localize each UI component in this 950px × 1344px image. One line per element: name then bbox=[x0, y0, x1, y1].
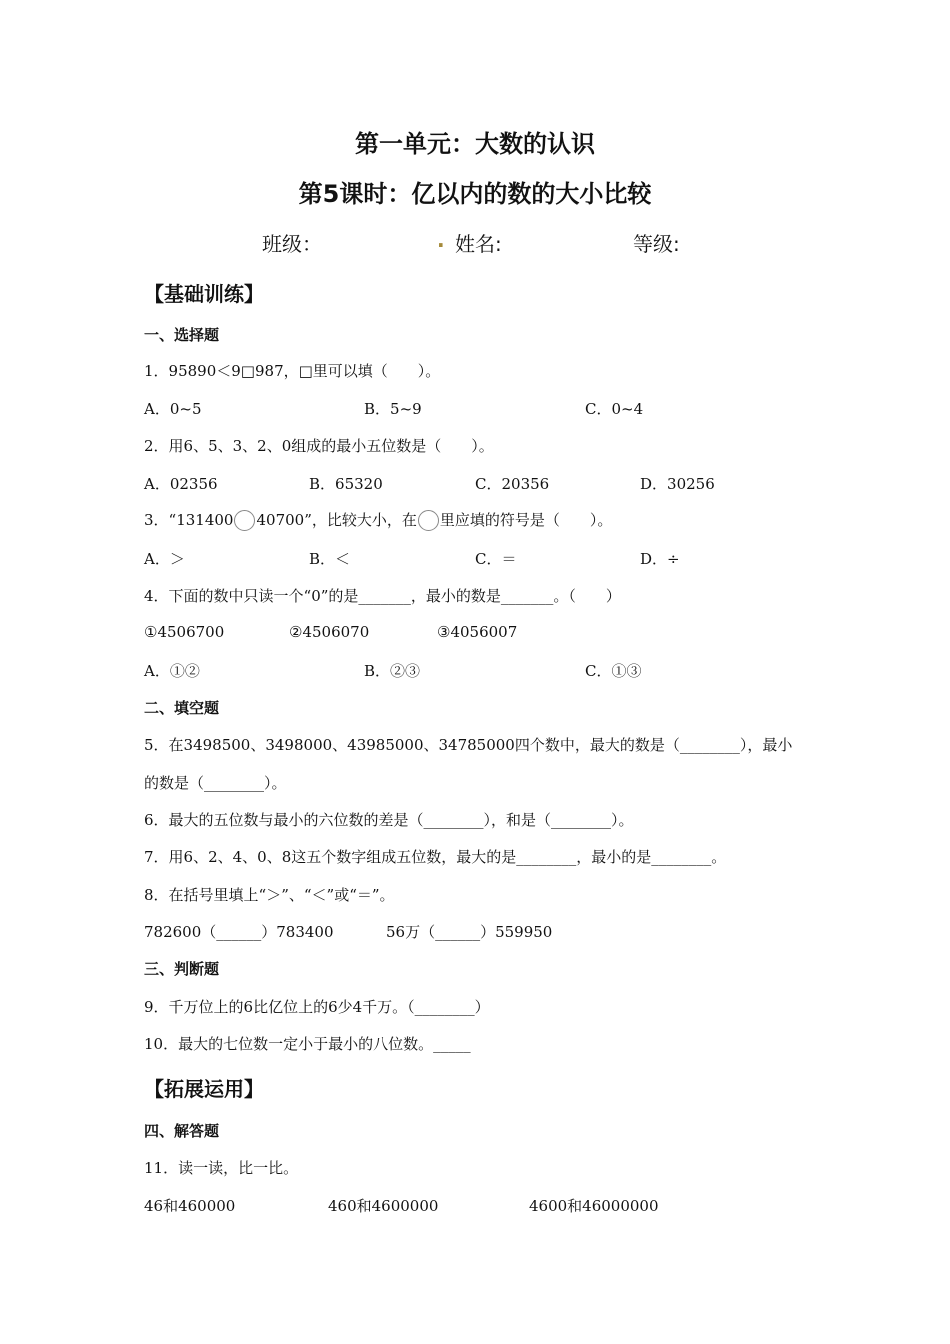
question-3 bbox=[144, 509, 612, 532]
q1-option-a: A．0~5 bbox=[144, 400, 202, 418]
q4-number-3: ③4056007 bbox=[437, 623, 518, 641]
q11-pair-1: 46和460000 bbox=[144, 1197, 236, 1215]
q4-option-a: A．①② bbox=[144, 662, 200, 680]
question-6: 6．最大的五位数与最小的六位数的差是（________），和是（________）。 bbox=[144, 811, 634, 829]
question-9: 9．千万位上的6比亿位上的6少4千万。（________） bbox=[144, 998, 490, 1016]
blank-circle-icon bbox=[234, 510, 255, 531]
question-5-line2: 的数是（________）。 bbox=[144, 774, 287, 792]
name-label: 姓名: bbox=[455, 232, 502, 256]
q11-pair-2: 460和4600000 bbox=[328, 1197, 439, 1215]
question-4: 4．下面的数中只读一个“0”的是_______，最小的数是_______。（ ） bbox=[144, 587, 621, 605]
q3-text-2: 40700”，比较大小，在 bbox=[256, 511, 417, 529]
question-8: 8．在括号里填上“＞”、“＜”或“＝”。 bbox=[144, 886, 395, 904]
lesson-title: 第5课时：亿以内的数的大小比较 bbox=[298, 180, 652, 208]
q4-number-2: ②4506070 bbox=[289, 623, 370, 641]
q3-option-d: D．÷ bbox=[640, 550, 680, 568]
q4-option-b: B．②③ bbox=[364, 662, 421, 680]
q3-text-1: 3．“131400 bbox=[144, 511, 234, 529]
part-fill-blank: 二、填空题 bbox=[144, 699, 220, 717]
unit-title: 第一单元：大数的认识 bbox=[355, 130, 595, 158]
q4-number-1: ①4506700 bbox=[144, 623, 225, 641]
question-2: 2．用6、5、3、2、0组成的最小五位数是（ ）。 bbox=[144, 437, 494, 455]
q3-option-c: C．＝ bbox=[475, 550, 517, 568]
q3-option-a: A．＞ bbox=[144, 550, 185, 568]
q2-option-c: C．20356 bbox=[475, 475, 550, 493]
q1-option-c: C．0~4 bbox=[585, 400, 644, 418]
q1-option-b: B．5~9 bbox=[364, 400, 422, 418]
question-11: 11．读一读，比一比。 bbox=[144, 1159, 299, 1177]
q3-text-3: 里应填的符号是（ ）。 bbox=[439, 511, 613, 529]
part-answer: 四、解答题 bbox=[144, 1122, 220, 1140]
q2-option-b: B．65320 bbox=[309, 475, 383, 493]
q2-option-d: D．30256 bbox=[640, 475, 715, 493]
q3-option-b: B．＜ bbox=[309, 550, 351, 568]
part-choice: 一、选择题 bbox=[144, 326, 220, 344]
class-label: 班级： bbox=[262, 232, 322, 256]
question-10: 10．最大的七位数一定小于最小的八位数。_____ bbox=[144, 1035, 471, 1053]
section-basic: 【基础训练】 bbox=[144, 282, 264, 306]
section-extend: 【拓展运用】 bbox=[144, 1077, 264, 1101]
q8-compare-2: 56万（______）559950 bbox=[386, 923, 553, 941]
blank-circle-icon bbox=[418, 510, 439, 531]
q2-option-a: A．02356 bbox=[144, 475, 218, 493]
grade-label: 等级: bbox=[633, 232, 680, 256]
separator-dot: . bbox=[437, 228, 445, 252]
q4-option-c: C．①③ bbox=[585, 662, 642, 680]
part-judgment: 三、判断题 bbox=[144, 960, 220, 978]
question-7: 7．用6、2、4、0、8这五个数字组成五位数，最大的是________，最小的是________。 bbox=[144, 848, 727, 866]
q11-pair-3: 4600和46000000 bbox=[529, 1197, 659, 1215]
q8-compare-1: 782600（______）783400 bbox=[144, 923, 334, 941]
question-5-line1: 5．在3498500、3498000、43985000、34785000四个数中，最大的数是（________），最小 bbox=[144, 736, 793, 754]
question-1: 1．95890＜9□987，□里可以填（ ）。 bbox=[144, 362, 441, 380]
